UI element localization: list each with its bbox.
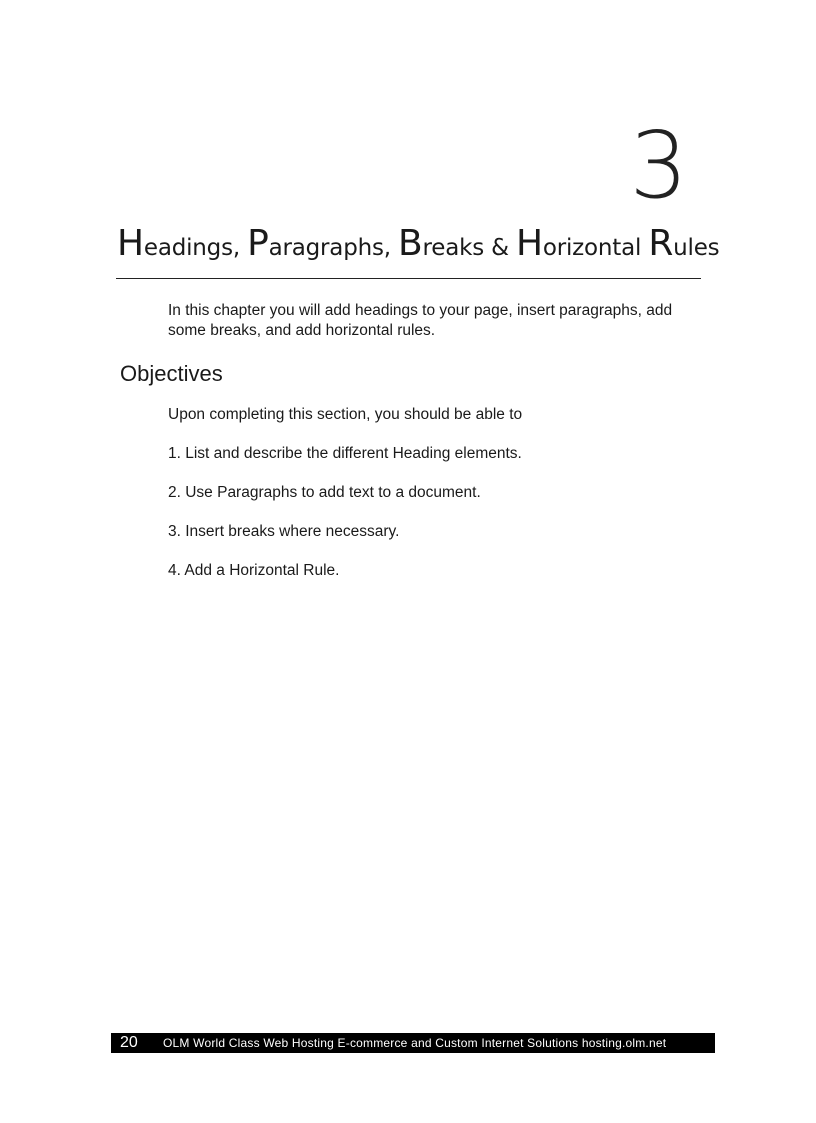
objective-item: 1. List and describe the different Heading elements. bbox=[168, 445, 522, 462]
objective-item: 2. Use Paragraphs to add text to a document. bbox=[168, 484, 481, 501]
objectives-intro: Upon completing this section, you should be able to bbox=[168, 406, 523, 423]
title-word: eadings, bbox=[143, 235, 248, 261]
objectives-heading: Objectives bbox=[120, 361, 223, 386]
chapter-number: 3 bbox=[629, 112, 688, 219]
chapter-title bbox=[117, 223, 720, 264]
title-word: aragraphs, bbox=[268, 235, 398, 261]
title-initial: H bbox=[117, 223, 144, 264]
title-initial: P bbox=[247, 223, 269, 264]
title-divider bbox=[116, 278, 701, 279]
title-initial: H bbox=[515, 223, 543, 264]
objective-item: 3. Insert breaks where necessary. bbox=[168, 523, 400, 540]
title-word: ules bbox=[673, 235, 720, 261]
title-initial: B bbox=[398, 223, 423, 264]
page-footer bbox=[111, 1033, 715, 1053]
chapter-intro: In this chapter you will add headings to your page, insert paragraphs, add some breaks, and add horizontal rules. bbox=[168, 302, 673, 339]
title-initial: R bbox=[648, 223, 674, 264]
title-word: reaks & bbox=[422, 235, 516, 261]
title-word: orizontal bbox=[542, 235, 649, 261]
page-number: 20 bbox=[120, 1034, 138, 1051]
objective-item: 4. Add a Horizontal Rule. bbox=[168, 562, 340, 579]
footer-text: OLM World Class Web Hosting E-commerce and Custom Internet Solutions hosting.olm.net bbox=[163, 1036, 667, 1050]
